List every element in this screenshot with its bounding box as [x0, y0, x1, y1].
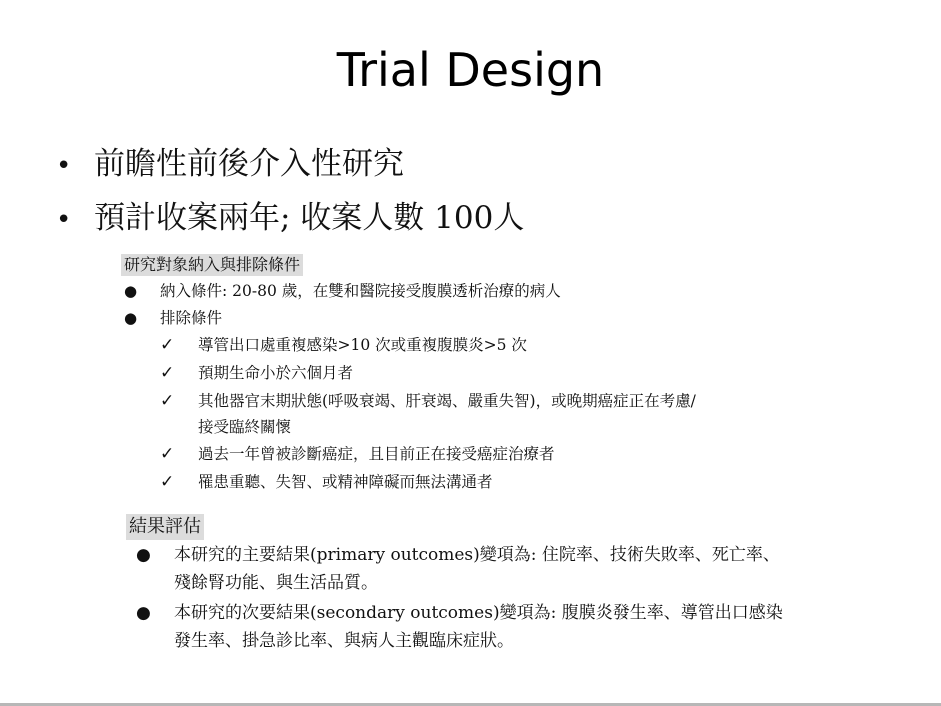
secondary-outcome: 本研究的次要結果(secondary outcomes)變項為: 腹膜炎發生率、導管出口感染 — [174, 603, 783, 623]
main-bullet-item — [56, 144, 404, 186]
main-bullet-text: 預計收案兩年; 收案人數 100人 — [94, 200, 525, 236]
exclusion-item: 其他器官末期狀態(呼吸衰竭、肝衰竭、嚴重失智)，或晚期癌症正在考慮/ — [198, 392, 696, 410]
outcomes-heading: 結果評估 — [126, 514, 204, 540]
bullet-icon: • — [56, 205, 72, 235]
primary-outcome-continued: 殘餘腎功能、與生活品質。 — [174, 573, 378, 593]
main-bullet-item — [56, 198, 524, 240]
main-bullet-text: 前瞻性前後介入性研究 — [94, 146, 404, 182]
exclusion-item: 罹患重聽、失智、或精神障礙而無法溝通者 — [198, 473, 493, 491]
bullet-icon: • — [56, 151, 72, 181]
inclusion-criteria: 納入條件: 20-80 歲，在雙和醫院接受腹膜透析治療的病人 — [160, 282, 561, 300]
checkmark-icon: ✓ — [160, 363, 175, 383]
checkmark-icon: ✓ — [160, 335, 175, 355]
checkmark-icon: ✓ — [160, 391, 175, 411]
exclusion-item: 過去一年曾被診斷癌症，且目前正在接受癌症治療者 — [198, 445, 555, 463]
bullet-icon: ● — [124, 309, 138, 327]
bullet-icon: ● — [136, 603, 151, 623]
criteria-heading: 研究對象納入與排除條件 — [121, 254, 303, 276]
exclusion-item: 預期生命小於六個月者 — [198, 364, 354, 382]
bullet-icon: ● — [124, 282, 138, 300]
exclusion-criteria-label: 排除條件 — [160, 309, 223, 327]
exclusion-item: 導管出口處重複感染>10 次或重複腹膜炎>5 次 — [198, 336, 527, 354]
checkmark-icon: ✓ — [160, 472, 175, 492]
checkmark-icon: ✓ — [160, 444, 175, 464]
secondary-outcome-continued: 發生率、掛急診比率、與病人主觀臨床症狀。 — [174, 631, 514, 651]
bullet-icon: ● — [136, 545, 151, 565]
primary-outcome: 本研究的主要結果(primary outcomes)變項為: 住院率、技術失敗率、死亡率、 — [174, 545, 780, 565]
slide-title: Trial Design — [336, 43, 605, 97]
exclusion-item-continued: 接受臨終關懷 — [198, 418, 292, 436]
